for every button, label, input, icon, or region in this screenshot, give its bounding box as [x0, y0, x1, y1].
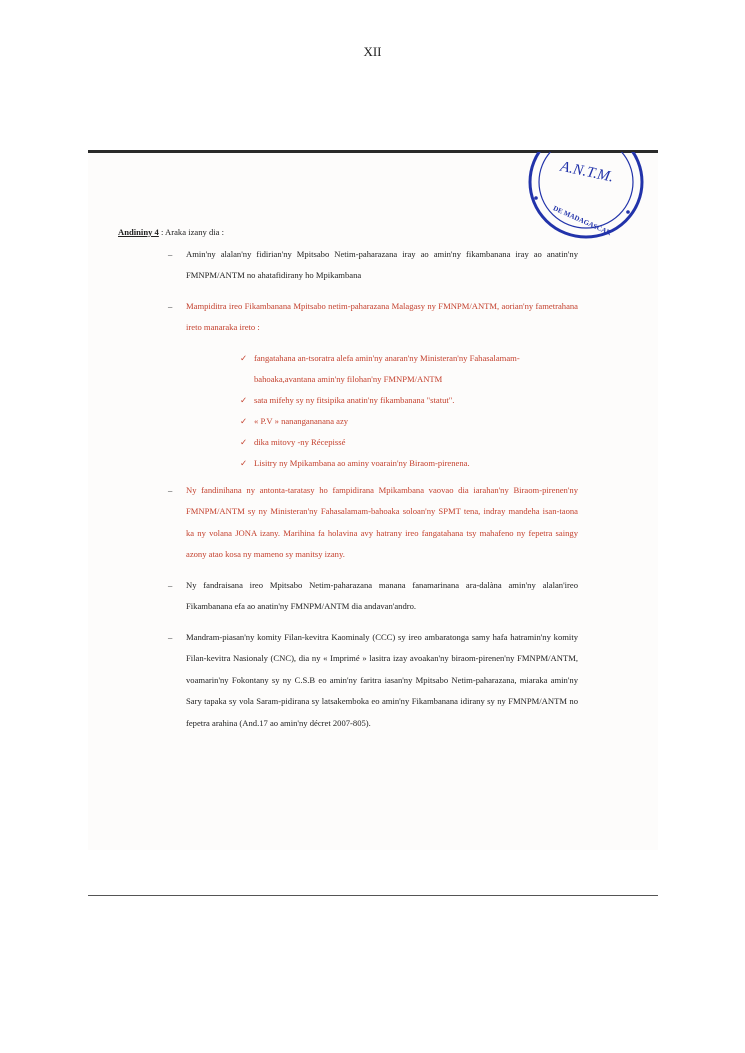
stamp-top-text: A.N.T.M. — [558, 158, 615, 186]
check-item — [240, 390, 578, 411]
check-text: sata mifehy sy ny fitsipika anatin'ny fikambanana "statut". — [254, 394, 455, 405]
dash: – — [168, 631, 173, 642]
item-text: Ny fandraisana ireo Mpitsabo Netim-paharazana manana fanamarinana ara-dalàna amin'ny alalan'ireo Fikambanana efa ao anatin'ny FMNPM/ANTM dia andavan'andro. — [186, 579, 578, 611]
article-intro: : Araka izany dia : — [158, 227, 224, 237]
list-item — [168, 296, 578, 339]
article-heading — [118, 222, 578, 244]
item-text: Mandram-piasan'ny komity Filan-kevitra Kaominaly (CCC) sy ireo ambaratonga samy hafa hatramin'ny komity Filan-kevitra Nasionaly (CNC), dia ny « Imprimé » lasitra izay avoakan'ny biraom-pirenen'ny FMNPM/ANTM, voamarin'ny Fokontany sy ny C.S.B eo amin'ny faritra iasan'ny Mpitsabo Netim-paharazana, miaraka amin'ny Sary tapaka sy vola Saram-pidirana sy latsakemboka eo amin'ny Fikambanana idirany sy ny FMNPM/ANTM no fepetra arahina (And.17 ao amin'ny décret 2007-805). — [186, 631, 578, 728]
page-number: XII — [363, 44, 382, 59]
check-item — [240, 348, 578, 390]
checkmark-icon: ✓ — [240, 352, 248, 363]
dash: – — [168, 300, 173, 311]
list-item — [168, 480, 578, 566]
stamp-bottom-text: DE MADAGASCAR — [551, 204, 613, 238]
bottom-rule — [88, 895, 658, 896]
checkmark-icon: ✓ — [240, 415, 248, 426]
item-text: Amin'ny alalan'ny fidirian'ny Mpitsabo Netim-paharazana iray ao amin'ny fikambanana iray ao anatin'ny FMNPM/ANTM no ahatafidirany ho Mpikambana — [186, 248, 578, 280]
list-item — [168, 575, 578, 618]
dash: – — [168, 579, 173, 590]
check-text: Lisitry ny Mpikambana ao aminy voarain'ny Biraom-pirenena. — [254, 457, 470, 468]
checkmark-icon: ✓ — [240, 436, 248, 447]
check-text: dika mitovy -ny Récepissé — [254, 436, 346, 447]
list-item — [168, 244, 578, 287]
item-text: Mampiditra ireo Fikambanana Mpitsabo netim-paharazana Malagasy ny FMNPM/ANTM, aorian'ny fametrahana ireto manaraka ireto : — [186, 300, 578, 332]
dash: – — [168, 248, 173, 259]
article-label: Andininy 4 — [118, 227, 159, 237]
item-text: Ny fandinihana ny antonta-taratasy ho fampidirana Mpikambana vaovao dia iarahan'ny Biraom-pirenen'ny FMNPM/ANTM sy ny Ministeran'ny Fahasalamam-bahoaka soloan'ny SPMT tena, indray mandeha isan-taona ka ny volana JONA izany. Marihina fa holavina avy hatrany ireo fangatahana tsy mahafeno ny fepetra saingy azony atao kosa ny mameno sy manitsy izany. — [186, 484, 578, 559]
article-content — [118, 222, 578, 743]
checkmark-icon: ✓ — [240, 457, 248, 468]
dash: – — [168, 484, 173, 495]
check-item — [240, 432, 578, 453]
check-text: « P.V » nanangananana azy — [254, 415, 349, 426]
check-item — [240, 453, 578, 474]
checkmark-icon: ✓ — [240, 394, 248, 405]
check-text: fangatahana an-tsoratra alefa amin'ny anaran'ny Ministeran'ny Fahasalamam-bahoaka,avantana amin'ny filohan'ny FMNPM/ANTM — [254, 352, 520, 384]
check-item — [240, 411, 578, 432]
requirements-checklist — [240, 348, 578, 474]
list-item — [168, 627, 578, 735]
